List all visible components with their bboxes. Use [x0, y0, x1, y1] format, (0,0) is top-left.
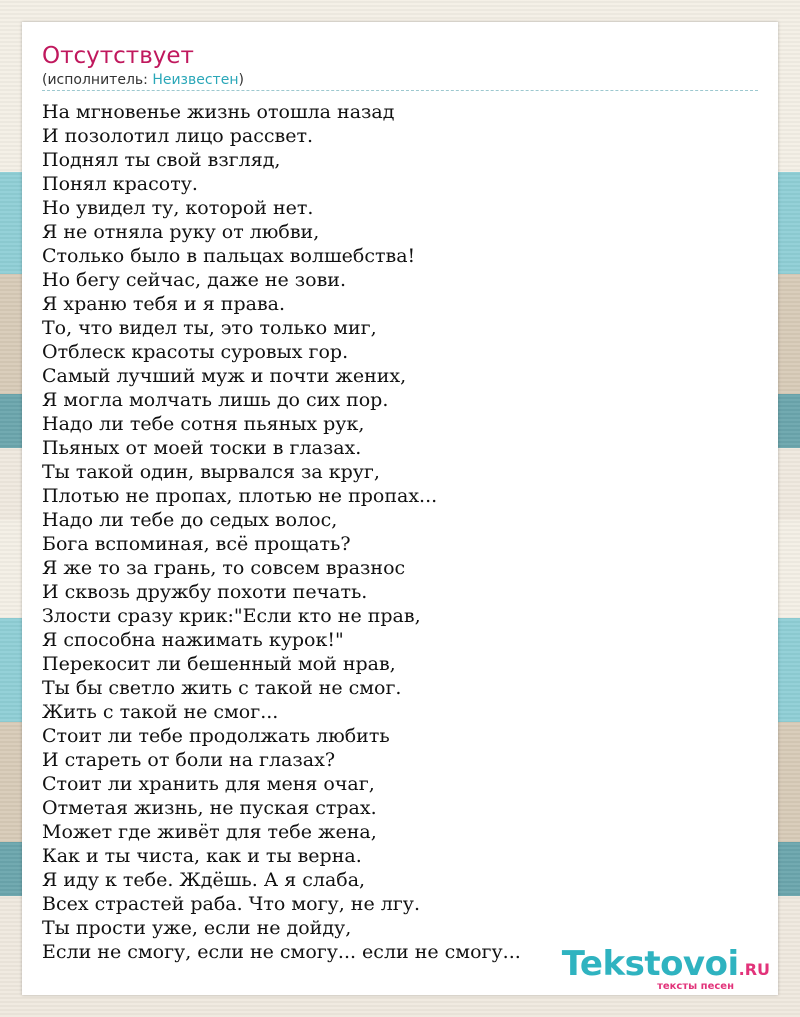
lyric-line: Стоит ли тебе продолжать любить	[42, 725, 390, 747]
lyric-line: Злости сразу крик:"Если кто не прав,	[42, 605, 421, 627]
lyric-line: Ты бы светло жить с такой не смог.	[42, 677, 402, 699]
performer-line	[42, 71, 244, 89]
lyric-line: Плотью не пропах, плотью не пропах...	[42, 485, 438, 507]
performer-link[interactable]: Неизвестен	[152, 72, 239, 88]
lyric-line: Отметая жизнь, не пуская страх.	[42, 797, 377, 819]
performer-prefix: (исполнитель:	[42, 72, 153, 88]
site-logo[interactable]	[561, 944, 770, 993]
lyric-line: И позолотил лицо рассвет.	[42, 125, 314, 147]
song-title: Отсутствует	[42, 43, 194, 69]
lyric-line: На мгновенье жизнь отошла назад	[42, 101, 395, 123]
lyric-line: То, что видел ты, это только миг,	[42, 317, 377, 339]
lyric-line: Поднял ты свой взгляд,	[42, 149, 281, 171]
lyric-line: Перекосит ли бешенный мой нрав,	[42, 653, 396, 675]
lyric-line: Надо ли тебе до седых волос,	[42, 509, 338, 531]
title-divider	[42, 90, 758, 91]
performer-suffix: )	[238, 72, 244, 88]
lyric-line: Но бегу сейчас, даже не зови.	[42, 269, 346, 291]
logo-tagline: тексты песен	[657, 981, 734, 992]
lyric-line: Бога вспоминая, всё прощать?	[42, 533, 351, 555]
lyric-line: Если не смогу, если не смогу... если не смогу...	[42, 941, 521, 963]
lyric-line: Отблеск красоты суровых гор.	[42, 341, 349, 363]
lyric-line: Ты прости уже, если не дойду,	[42, 917, 352, 939]
lyric-line: И сквозь дружбу похоти печать.	[42, 581, 368, 603]
lyric-line: Но увидел ту, которой нет.	[42, 197, 314, 219]
lyric-line: Я храню тебя и я права.	[42, 293, 286, 315]
lyric-line: Как и ты чиста, как и ты верна.	[42, 845, 362, 867]
lyric-line: Ты такой один, вырвался за круг,	[42, 461, 380, 483]
lyrics-text	[42, 100, 521, 964]
lyric-line: Может где живёт для тебе жена,	[42, 821, 377, 843]
lyrics-card	[22, 22, 778, 995]
logo-wordmark	[561, 944, 770, 984]
lyric-line: Понял красоту.	[42, 173, 198, 195]
lyric-line: И стареть от боли на глазах?	[42, 749, 336, 771]
lyric-line: Всех страстей раба. Что могу, не лгу.	[42, 893, 420, 915]
lyric-line: Я могла молчать лишь до сих пор.	[42, 389, 389, 411]
lyric-line: Надо ли тебе сотня пьяных рук,	[42, 413, 365, 435]
lyric-line: Жить с такой не смог...	[42, 701, 279, 723]
lyric-line: Я способна нажимать курок!"	[42, 629, 344, 651]
lyric-line: Я не отняла руку от любви,	[42, 221, 320, 243]
lyric-line: Я же то за грань, то совсем вразнос	[42, 557, 406, 579]
lyric-line: Стоит ли хранить для меня очаг,	[42, 773, 375, 795]
logo-name: Tekstovoi	[561, 944, 739, 984]
logo-suffix: .RU	[738, 960, 770, 979]
lyric-line: Столько было в пальцах волшебства!	[42, 245, 416, 267]
lyric-line: Самый лучший муж и почти жених,	[42, 365, 407, 387]
lyric-line: Пьяных от моей тоски в глазах.	[42, 437, 362, 459]
lyric-line: Я иду к тебе. Ждёшь. А я слаба,	[42, 869, 366, 891]
